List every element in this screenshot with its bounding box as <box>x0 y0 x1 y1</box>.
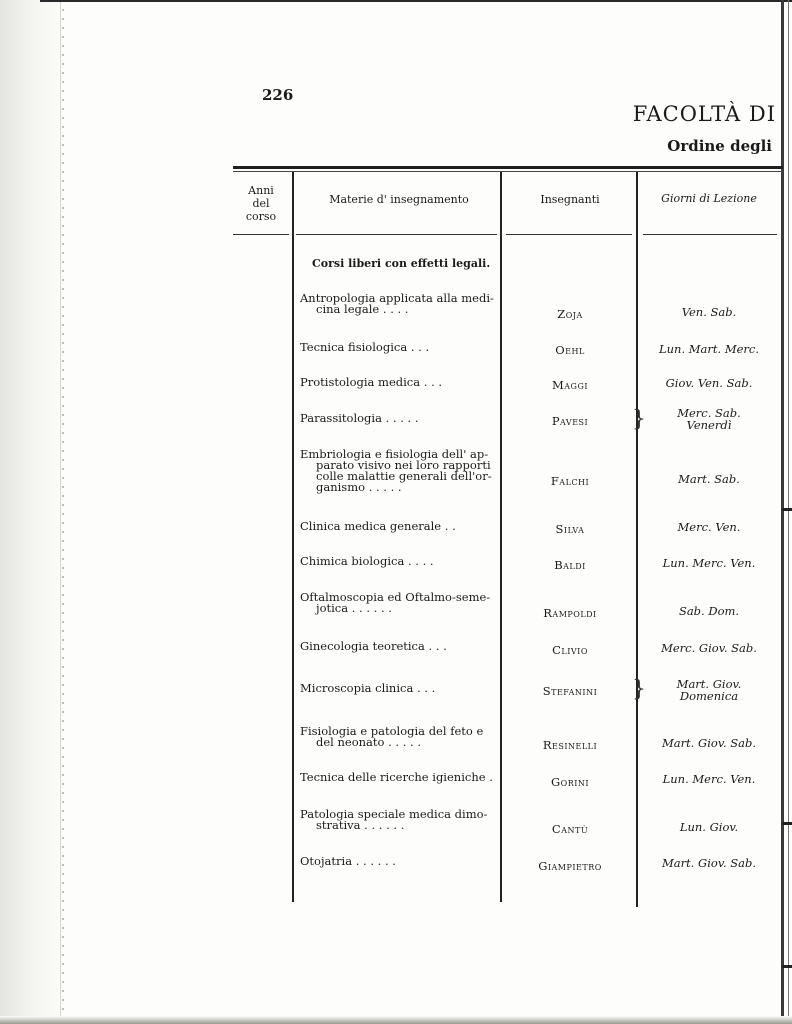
column-header-subjects: Materie d' insegnamento <box>329 193 469 206</box>
days-cell: Mart. Giov. Domenica <box>676 677 742 703</box>
days-cell: Mart. Sab. <box>678 472 740 486</box>
days-cell: Merc. Sab. Venerdì <box>677 406 741 432</box>
column-divider <box>636 172 638 907</box>
brace-mark: } <box>632 677 646 702</box>
days-cell: Lun. Merc. Ven. <box>662 772 756 786</box>
teacher-cell: Baldi <box>554 558 586 572</box>
days-cell: Lun. Giov. <box>679 820 739 834</box>
page-bottom-edge <box>0 1016 792 1024</box>
days-cell: Mart. Giov. Sab. <box>661 856 757 870</box>
days-cell: Mart. Giov. Sab. <box>661 736 757 750</box>
teacher-cell: Resinelli <box>542 738 598 752</box>
subject-cell: Tecnica delle ricerche igieniche . <box>300 770 493 784</box>
column-divider <box>292 172 294 902</box>
teacher-cell: Stefanini <box>542 684 598 698</box>
subject-cell: Ginecologia teoretica . . . <box>300 639 447 653</box>
page-binding <box>0 0 61 1024</box>
order-subheading: Ordine degli <box>667 137 772 155</box>
days-cell: Giov. Ven. Sab. <box>665 376 753 390</box>
page-top-edge <box>40 0 792 2</box>
teacher-cell: Silva <box>555 522 585 536</box>
subject-cell: Protistologia medica . . . <box>300 375 443 389</box>
edge-mark <box>782 508 792 511</box>
page-right-edge <box>781 0 784 1024</box>
subject-cell: Tecnica fisiologica . . . <box>300 340 430 354</box>
faculty-heading: FACOLTÀ DI <box>632 102 776 126</box>
edge-mark <box>782 822 792 825</box>
header-underline <box>506 234 632 235</box>
subject-cell: Otojatria . . . . . . <box>300 854 396 868</box>
teacher-cell: Oehl <box>555 343 585 357</box>
teacher-cell: Falchi <box>550 474 590 488</box>
teacher-cell: Pavesi <box>551 414 589 428</box>
teacher-cell: Rampoldi <box>543 606 597 620</box>
header-underline <box>233 234 289 235</box>
subject-cell: Fisiologia e patologia del feto e del neonato . . . . . <box>300 724 484 749</box>
header-rule-thick <box>233 166 783 169</box>
teacher-cell: Clivio <box>552 643 588 657</box>
teacher-cell: Zoja <box>557 307 583 321</box>
subject-cell: Patologia speciale medica dimo- strativa . . . . . . <box>300 807 488 832</box>
column-header-teachers: Insegnanti <box>540 193 600 206</box>
teacher-cell: Gorini <box>550 775 590 789</box>
page-number: 226 <box>262 86 294 104</box>
days-cell: Ven. Sab. <box>681 305 737 319</box>
header-underline <box>296 234 497 235</box>
subject-cell: Parassitologia . . . . . <box>300 411 419 425</box>
subject-cell: Embriologia e fisiologia dell' ap- parato visivo nei loro rapporti colle malattie generali dell'or- ganismo . . . . . <box>300 447 492 494</box>
teacher-cell: Maggi <box>552 378 588 392</box>
column-header-years: Anni del corso <box>245 184 277 223</box>
page-right-edge-inner <box>788 0 789 1024</box>
days-cell: Lun. Mart. Merc. <box>659 342 759 356</box>
days-cell: Lun. Merc. Ven. <box>662 556 756 570</box>
subject-cell: Oftalmoscopia ed Oftalmo-seme- jotica . . . . . . <box>300 590 491 615</box>
column-header-days: Giorni di Lezione <box>661 192 757 205</box>
subject-cell: Chimica biologica . . . . <box>300 554 434 568</box>
header-underline <box>643 234 777 235</box>
subject-cell: Clinica medica generale . . <box>300 519 456 533</box>
days-cell: Merc. Giov. Sab. <box>661 641 757 655</box>
teacher-cell: Giampietro <box>538 859 602 873</box>
teacher-cell: Cantù <box>551 822 589 836</box>
edge-mark <box>782 965 792 968</box>
section-title: Corsi liberi con effetti legali. <box>312 257 491 270</box>
days-cell: Merc. Ven. <box>677 520 741 534</box>
days-cell: Sab. Dom. <box>678 604 740 618</box>
subject-cell: Antropologia applicata alla medi- cina legale . . . . <box>300 291 494 316</box>
subject-cell: Microscopia clinica . . . <box>300 681 436 695</box>
header-rule-thin <box>233 171 783 172</box>
column-divider <box>500 172 502 902</box>
brace-mark: } <box>632 407 646 432</box>
